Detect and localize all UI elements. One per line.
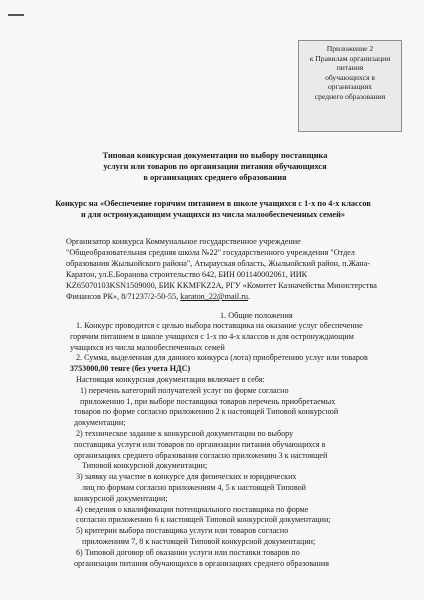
title-line: в организациях среднего образования [143, 173, 287, 182]
list-item: 6) Типовой договор об оказании услуги или поставки товаров по [76, 547, 300, 557]
list-item: 5) критерии выбора поставщика услуги или товаров согласно [76, 526, 289, 536]
appendix-line: организациях [328, 82, 372, 91]
contest-heading [20, 198, 406, 220]
organizer-text: "Общеобразовательная средняя школа №22" государственного учреждения "Отдел [66, 248, 355, 257]
amount-text: 3753000,00 тенге (без учета НДС) [70, 364, 191, 374]
appendix-line: среднего образования [314, 91, 386, 101]
list-item: 4) сведения о квалификации потенциального поставщика по форме [76, 504, 309, 514]
body-line: организации питания обучающихся в организациях среднего образования [74, 558, 329, 568]
organizer-line: KZ65070103KSN1509000, БИК KKMFKZ2A, РГУ «Комитет Казначейства Министерства [66, 281, 377, 290]
organizer-period: . [248, 292, 251, 301]
document-title [40, 150, 390, 183]
body-line: организациях среднего образования согласно приложению 3 к настоящей [74, 450, 328, 460]
title-line: услуги или товаров по организации питания обучающихся [103, 162, 327, 171]
contest-line: и для остронуждающим учащихся из числа малообеспеченных семей» [80, 210, 346, 219]
title-line: Типовая конкурсная документация по выбору поставщика [102, 151, 328, 160]
list-item: 3) заявку на участие в конкурсе для физических и юридических [76, 472, 297, 482]
appendix-line: питания [336, 63, 364, 72]
organizer-contacts: Финансов РК», 8/71237/2-50-55, [66, 292, 181, 301]
body-line: 1. Конкурс проводится с целью выбора поставщика на оказание услуг обеспечение [76, 321, 363, 330]
list-item: 2) техническое задание к конкурсной документации по выбору [76, 428, 294, 438]
body-line: документации; [74, 418, 126, 428]
organizer-line: Каратон, ул.Е.Боранова строительство 642, БИН 001140002061, ИИК [66, 270, 308, 279]
appendix-line: обучающихся в [325, 72, 375, 82]
appendix-line: Приложение 2 [326, 44, 374, 53]
organizer-line: образования Жылыойского района", Атырауская область, Жылыойский район, п.Жана- [66, 259, 371, 268]
body-line: товаров по форме согласно приложению 2 к настоящей Типовой конкурсной [74, 407, 339, 417]
appendix-reference-box [298, 40, 402, 132]
body-line: поставщика услуги или товаров по организации питания обучающихся в [74, 439, 326, 449]
body-line: горячим питанием в школе учащихся с 1-х по 4-х классов и для остронуждающим [70, 331, 354, 341]
body-line: приложениям 7, 8 к настоящей Типовой конкурсной документации; [82, 536, 316, 546]
body-line: конкурсной документации; [74, 493, 168, 503]
organizer-line: Организатор конкурса Коммунальное государственное учреждение [66, 237, 301, 246]
appendix-line: к Правилам организации [309, 53, 391, 63]
body-line: Настоящая конкурсная документация включает в себя: [76, 374, 265, 384]
list-item: 1) перечень категорий получателей услуг по форме согласно [80, 385, 289, 395]
body-line: учащихся из числа малообеспеченных семей [70, 342, 225, 352]
email-link[interactable]: karaton_22@mail.ru [180, 292, 249, 301]
contest-line: Конкурс на «Обеспечение горячим питанием в школе учащихся с 1-х по 4-х классов [55, 199, 371, 208]
organizer-line [66, 291, 416, 302]
body-line: приложению 1, при выборе поставщика товаров перечень приобретаемых [80, 396, 336, 406]
body-line: согласно приложению 6 к настоящей Типовой конкурсной документации; [76, 515, 331, 525]
corner-dash-mark [8, 14, 24, 16]
body-line: 2. Сумма, выделенная для данного конкурса (лота) приобретению услуг или товаров [76, 353, 368, 363]
organizer-line [0, 247, 416, 258]
body-line: лиц по формам согласно приложениям 4, 5 к настоящей Типовой [82, 482, 306, 492]
body-line: Типовой конкурсной документации; [82, 461, 208, 471]
organizer-paragraph [66, 236, 416, 302]
section-heading: 1. Общие положения [220, 311, 293, 320]
general-provisions-body [70, 321, 410, 569]
